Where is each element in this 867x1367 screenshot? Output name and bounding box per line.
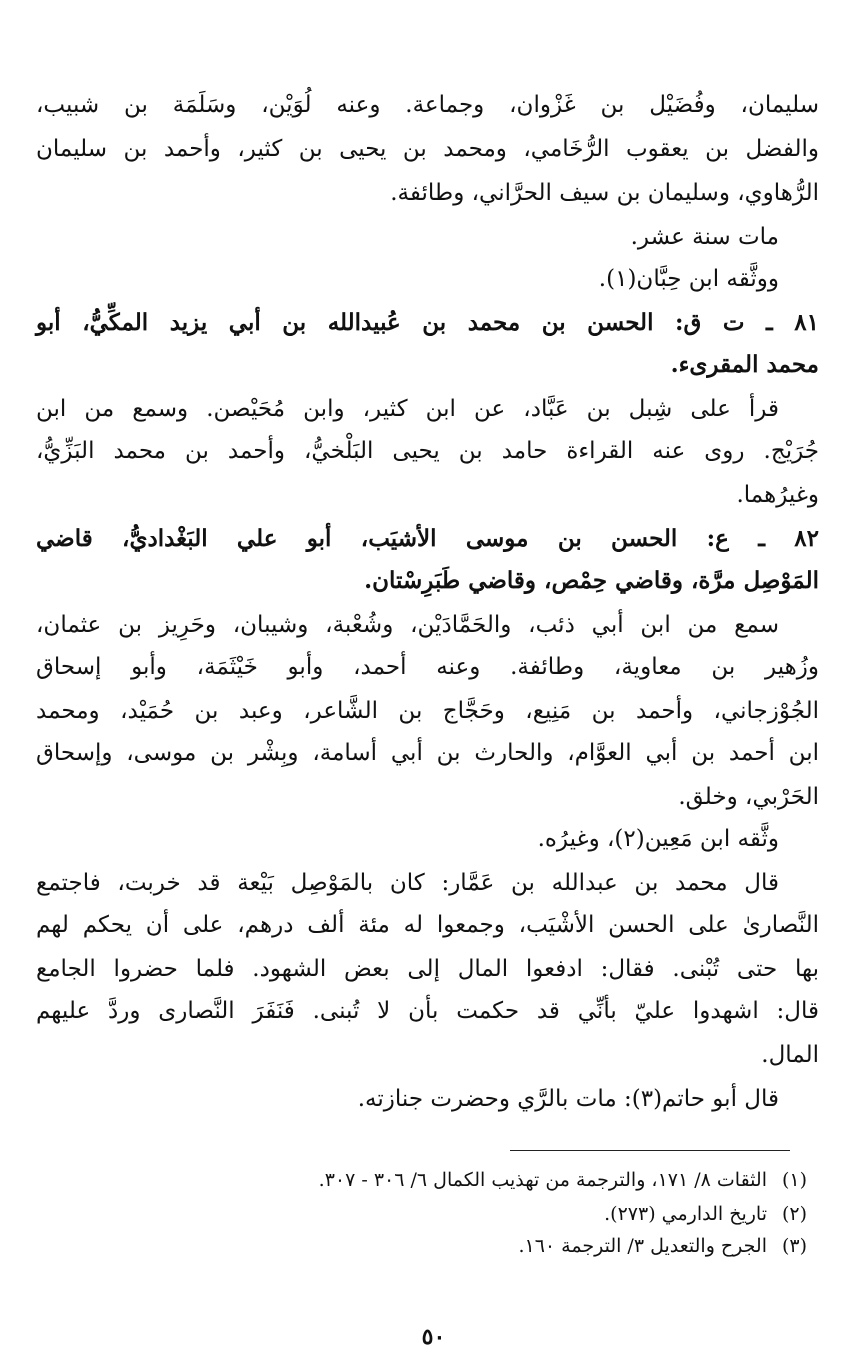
text-line: مات سنة عشر. xyxy=(630,224,779,250)
text-line: وثَّقه ابن مَعِين(٢)، وغيرُه. xyxy=(537,826,779,852)
text-line: وغيرُهما. xyxy=(736,482,819,508)
text-line: النَّصارىٰ على الحسن الأشْيَب، وجمعوا له مئة ألف درهم، على أن يحكم لهم xyxy=(36,912,819,938)
footnote-number: (٣) xyxy=(781,1235,807,1257)
text-line: الحَرْبي، وخلق. xyxy=(678,784,819,810)
footnote-text: الجرح والتعديل ٣/ الترجمة ١٦٠. xyxy=(518,1235,767,1257)
footnote-number: (١) xyxy=(781,1169,807,1191)
footnote-1 xyxy=(36,1164,807,1196)
footnote-text: تاريخ الدارمي (٢٧٣). xyxy=(604,1203,767,1225)
text-line: سليمان، وفُضَيْل بن غَزْوان، وجماعة. وعنه لُوَيْن، وسَلَمَة بن شبيب، xyxy=(36,92,819,118)
footnote-text: الثقات ٨/ ١٧١، والترجمة من تهذيب الكمال ٦/ ٣٠٦ - ٣٠٧. xyxy=(318,1169,767,1191)
text-line: الجُوْزجاني، وأحمد بن مَنِيع، وحَجَّاج بن الشَّاعر، وعبد بن حُمَيْد، ومحمد xyxy=(36,698,819,724)
text-line: ابن أحمد بن أبي العوَّام، والحارث بن أبي أسامة، وبِشْر بن موسى، وإسحاق xyxy=(36,740,819,766)
page-number: ٥٠ xyxy=(421,1324,446,1350)
text-line: قرأ على شِبل بن عَبَّاد، عن ابن كثير، وابن مُحَيْصن. وسمع من ابن xyxy=(36,396,779,422)
text-line: ووثَّقه ابن حِبَّان(١). xyxy=(598,266,779,292)
text-line: قال: اشهدوا عليّ بأنِّي قد حكمت بأن لا تُبنى. فَنَفَرَ النَّصارى وردَّ عليهم xyxy=(36,998,819,1024)
text-line: سمع من ابن أبي ذئب، والحَمَّادَيْن، وشُعْبة، وشيبان، وحَرِيز بن عثمان، xyxy=(36,612,779,638)
footnote-number: (٢) xyxy=(781,1203,807,1225)
footnote-3 xyxy=(36,1230,807,1262)
footnote-separator xyxy=(510,1150,790,1151)
text-line: قال أبو حاتم(٣): مات بالرَّي وحضرت جنازته. xyxy=(357,1086,779,1112)
entry-heading-82-cont: المَوْصِل مرَّة، وقاضي حِمْص، وقاضي طَبَرِسْتان. xyxy=(364,567,819,594)
text-line: جُرَيْج. روى عنه القراءة حامد بن يحيى البَلْخيُّ، وأحمد بن محمد البَزِّيُّ، xyxy=(36,438,819,464)
footnote-2 xyxy=(36,1198,807,1230)
entry-heading-81: ٨١ ـ ت ق: الحسن بن محمد بن عُبيدالله بن أبي يزيد المكِّيُّ، أبو xyxy=(36,309,819,336)
text-line: وزُهير بن معاوية، وطائفة. وعنه أحمد، وأبو خَيْثَمَة، وأبو إسحاق xyxy=(36,654,819,680)
text-line: الرُّهاوي، وسليمان بن سيف الحرَّاني، وطائفة. xyxy=(390,180,819,206)
text-line: قال محمد بن عبدالله بن عَمَّار: كان بالمَوْصِل بَيْعة قد خربت، فاجتمع xyxy=(36,870,779,896)
entry-heading-81-cont: محمد المقرىء. xyxy=(670,351,819,378)
text-line: المال. xyxy=(761,1042,819,1068)
entry-heading-82: ٨٢ ـ ع: الحسن بن موسى الأشيَب، أبو علي البَغْداديُّ، قاضي xyxy=(36,525,819,552)
text-line: والفضل بن يعقوب الرُّخَامي، ومحمد بن يحيى بن كثير، وأحمد بن سليمان xyxy=(36,136,819,162)
text-line: بها حتى تُبْنى. فقال: ادفعوا المال إلى بعض الشهود. فلما حضروا الجامع xyxy=(36,956,819,982)
